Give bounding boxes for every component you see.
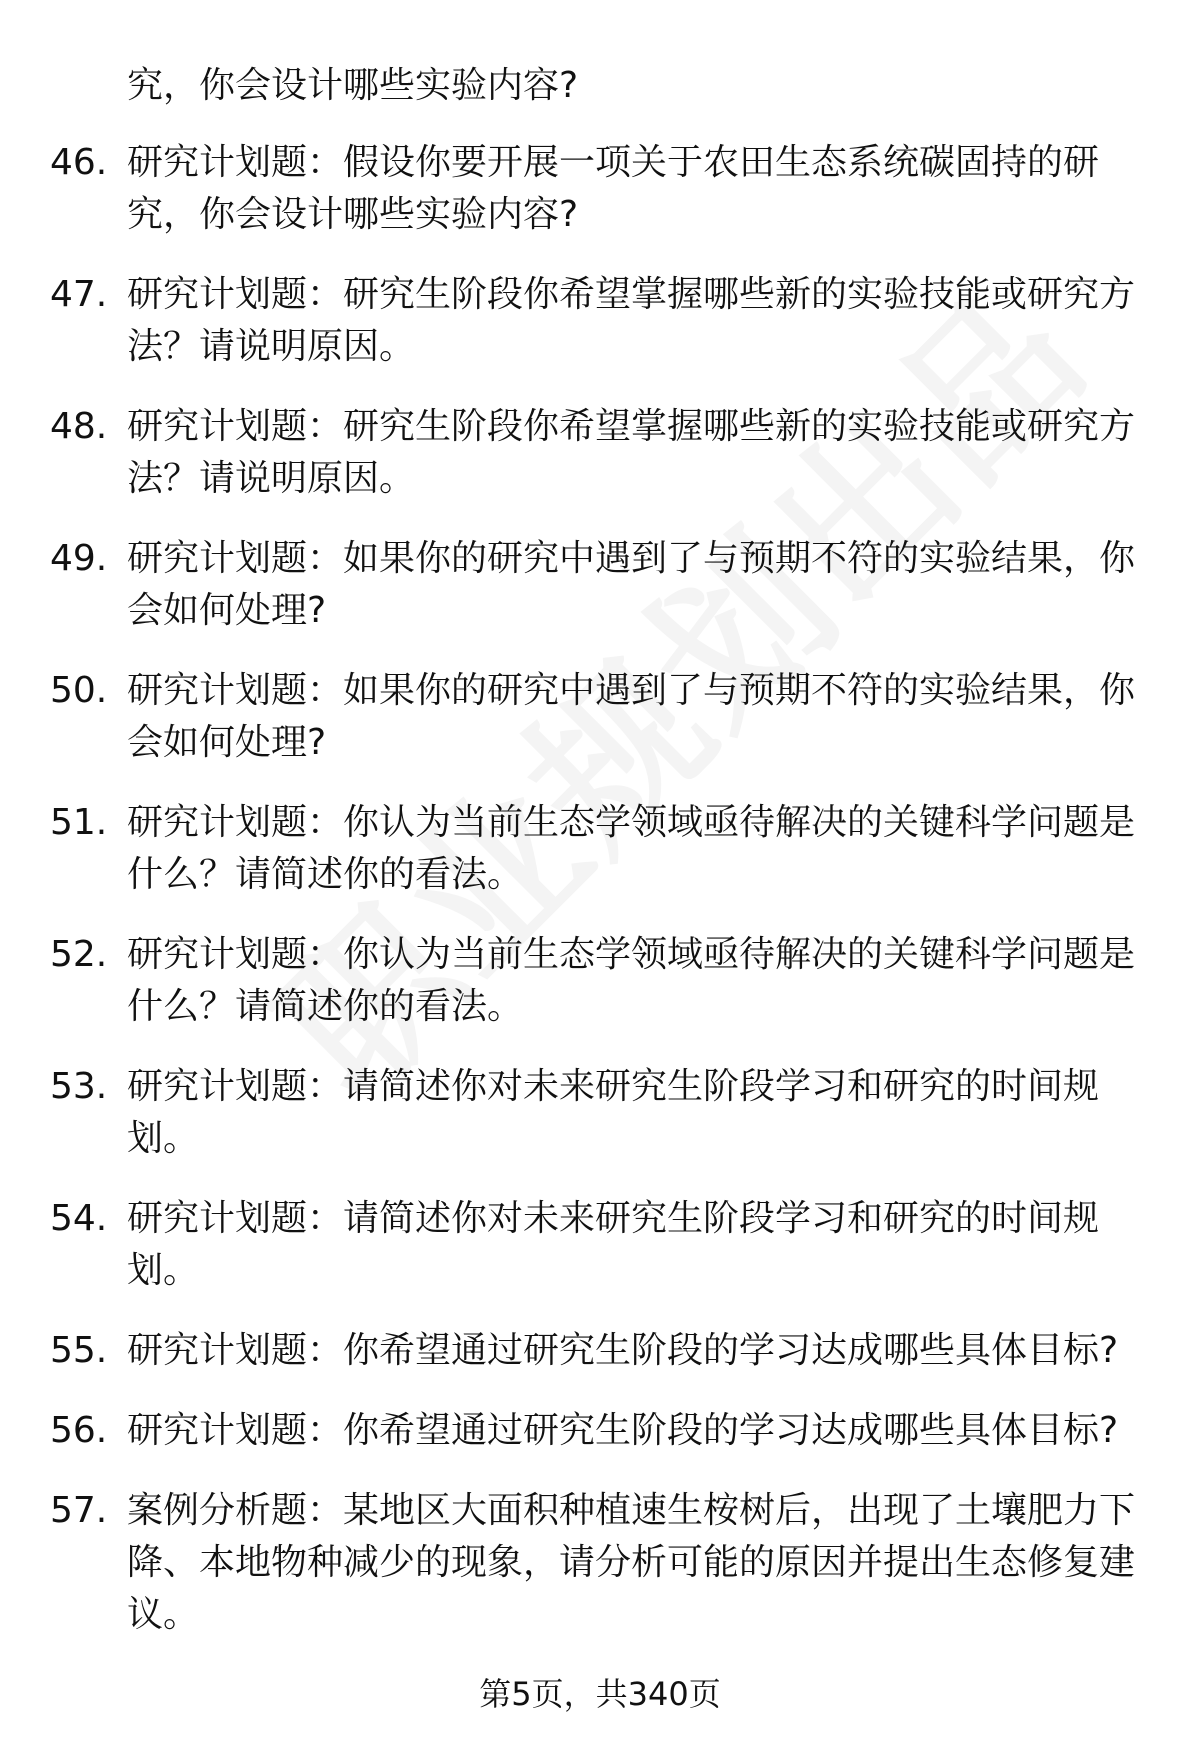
question-text: 研究计划题：研究生阶段你希望掌握哪些新的实验技能或研究方法？请说明原因。	[127, 406, 1136, 499]
question-item	[50, 929, 1150, 1033]
question-text: 研究计划题：如果你的研究中遇到了与预期不符的实验结果，你会如何处理?	[127, 538, 1136, 631]
question-text: 研究计划题：研究生阶段你希望掌握哪些新的实验技能或研究方法？请说明原因。	[127, 274, 1136, 367]
question-number: 47.	[50, 274, 108, 315]
question-number: 51.	[50, 802, 108, 843]
question-number: 52.	[50, 934, 108, 975]
question-continuation: 究，你会设计哪些实验内容?	[127, 65, 579, 106]
question-text: 案例分析题：某地区大面积种植速生桉树后，出现了土壤肥力下降、本地物种减少的现象，请分析可能的原因并提出生态修复建议。	[127, 1490, 1136, 1635]
question-number: 48.	[50, 406, 108, 447]
question-item	[50, 1405, 1150, 1457]
question-number: 49.	[50, 538, 108, 579]
question-item	[50, 137, 1150, 241]
question-item	[50, 401, 1150, 505]
question-number: 55.	[50, 1330, 108, 1371]
question-text: 研究计划题：你希望通过研究生阶段的学习达成哪些具体目标?	[127, 1330, 1119, 1371]
question-item	[50, 533, 1150, 637]
question-list	[50, 137, 1150, 1669]
question-item	[50, 665, 1150, 769]
question-item	[50, 1325, 1150, 1377]
question-text: 研究计划题：请简述你对未来研究生阶段学习和研究的时间规划。	[127, 1066, 1100, 1159]
question-text: 研究计划题：你认为当前生态学领域亟待解决的关键科学问题是什么？请简述你的看法。	[127, 934, 1136, 1027]
question-number: 56.	[50, 1410, 108, 1451]
question-text: 研究计划题：你认为当前生态学领域亟待解决的关键科学问题是什么？请简述你的看法。	[127, 802, 1136, 895]
question-number: 54.	[50, 1198, 108, 1239]
question-item	[50, 269, 1150, 373]
question-item	[50, 797, 1150, 901]
question-number: 53.	[50, 1066, 108, 1107]
question-number: 50.	[50, 670, 108, 711]
question-text: 研究计划题：你希望通过研究生阶段的学习达成哪些具体目标?	[127, 1410, 1119, 1451]
page-number-label: 第5页，共340页	[479, 1675, 721, 1713]
question-text: 研究计划题：请简述你对未来研究生阶段学习和研究的时间规划。	[127, 1198, 1100, 1291]
question-number: 57.	[50, 1490, 108, 1531]
question-number: 46.	[50, 142, 108, 183]
question-item	[50, 1193, 1150, 1297]
question-item	[50, 1485, 1150, 1641]
question-text: 研究计划题：假设你要开展一项关于农田生态系统碳固持的研究，你会设计哪些实验内容?	[127, 142, 1100, 235]
question-text: 研究计划题：如果你的研究中遇到了与预期不符的实验结果，你会如何处理?	[127, 670, 1136, 763]
question-item	[50, 1061, 1150, 1165]
page-footer	[0, 1672, 1200, 1716]
